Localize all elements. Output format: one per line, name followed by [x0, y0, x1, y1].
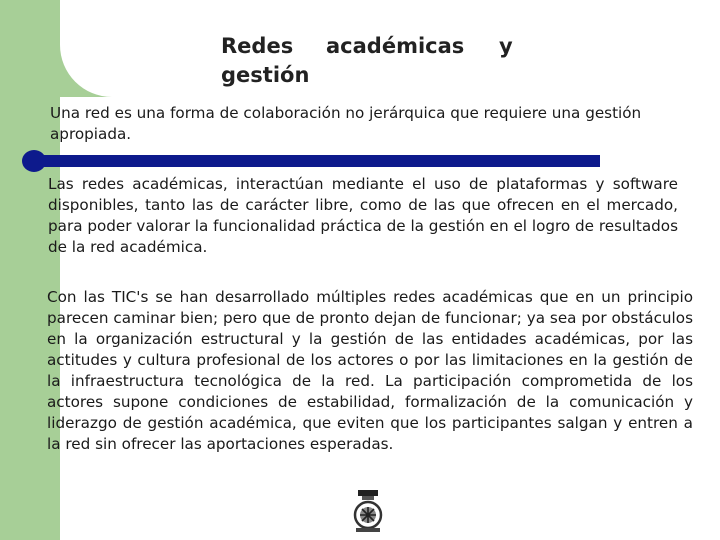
divider-bar [34, 155, 600, 167]
paragraph-platforms: Las redes académicas, interactúan mediante el uso de plataformas y software disponibles, tanto las de carácter libre, como de las que ofrecen en el mercado, para poder valorar la funcionalidad práctica de la gestión en el logro de resultados de la red académica. [48, 175, 678, 256]
title-word: y [499, 34, 513, 58]
divider-dot [22, 150, 46, 172]
title-word: académicas [326, 34, 465, 58]
paragraph-tics: Con las TIC's se han desarrollado múltiples redes académicas que en un principio parecen caminar bien; pero que de pronto dejan de funcionar; ya sea por obstáculos en la organización estructural y la gestión de las entidades académicas, por las actitudes y cultura profesional de los actores o por las limitaciones en la gestión de la infraestructura tecnológica de la red. La participación comprometida de los actores supone condiciones de estabilidad, formalización de la comunicación y liderazgo de gestión académica, que eviten que los participantes salgan y entren a la red sin ofrecer las aportaciones esperadas. [47, 288, 693, 453]
institution-emblem-icon [350, 488, 386, 534]
paragraph-intro: Una red es una forma de colaboración no jerárquica que requiere una gestión apropiada. [50, 104, 642, 143]
title-word: gestión [221, 63, 310, 87]
title-word: Redes [221, 34, 294, 58]
